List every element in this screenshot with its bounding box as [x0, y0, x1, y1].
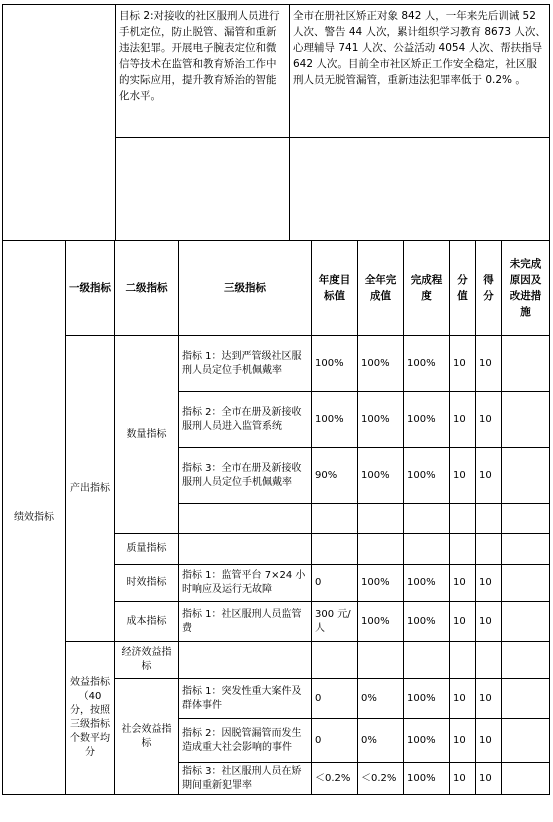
target-value: 100%: [312, 392, 358, 448]
actual-value: 0%: [358, 679, 404, 719]
completion-rate: 100%: [404, 448, 450, 504]
score-value: 10: [450, 602, 476, 642]
score-value: 10: [450, 448, 476, 504]
indicator-name: 指标 2：全市在册及新接收服刑人员进入监管系统: [179, 392, 312, 448]
header-row: [3, 241, 550, 336]
actual-value: 100%: [358, 602, 404, 642]
goal-empty-cell: [116, 138, 290, 241]
header-score-value: 分值: [450, 241, 476, 336]
score: 10: [476, 679, 502, 719]
indicator-name: 指标 3：全市在册及新接收服刑人员定位手机佩戴率: [179, 448, 312, 504]
result-text: 全市在册社区矫正对象 842 人，一年来先后训诫 52 人次、警告 44 人次，累计组织学习教育 8673 人次、心理辅导 741 人次、公益活动 4054 人次、帮扶指导 642 人次。目前全市社区矫正工作安全稳定，社区服刑人员无脱管漏管，重新违法犯罪率低于 0.2% 。: [290, 5, 550, 138]
benefit-indicator-label: 效益指标（40分，按照三级指标个数平均分: [66, 642, 115, 795]
completion-rate: 100%: [404, 392, 450, 448]
actual-value: 100%: [358, 565, 404, 602]
table-row: [3, 642, 550, 679]
completion-rate: 100%: [404, 602, 450, 642]
score-value: 10: [450, 719, 476, 763]
score: 10: [476, 448, 502, 504]
header-level2: 二级指标: [115, 241, 179, 336]
indicator-name: 指标 1：达到严管级社区服刑人员定位手机佩戴率: [179, 336, 312, 392]
target-value: ＜0.2%: [312, 763, 358, 795]
header-reason: 未完成原因及改进措施: [502, 241, 550, 336]
social-indicator-label: 社会效益指标: [115, 679, 179, 795]
score: 10: [476, 719, 502, 763]
goals-table: [2, 4, 550, 241]
goals-blank-cell: [3, 5, 116, 241]
score-value: 10: [450, 336, 476, 392]
table-row: [3, 336, 550, 392]
completion-rate: 100%: [404, 336, 450, 392]
header-actual: 全年完成值: [358, 241, 404, 336]
completion-rate: 100%: [404, 719, 450, 763]
actual-value: 100%: [358, 336, 404, 392]
cost-indicator-label: 成本指标: [115, 602, 179, 642]
score: 10: [476, 602, 502, 642]
result-empty-cell: [290, 138, 550, 241]
score: 10: [476, 336, 502, 392]
reason-cell: [502, 565, 550, 602]
actual-value: 0%: [358, 719, 404, 763]
indicator-name: 指标 1：监管平台 7×24 小时响应及运行无故障: [179, 565, 312, 602]
reason-cell: [502, 719, 550, 763]
reason-cell: [502, 336, 550, 392]
indicator-name: 指标 3：社区服刑人员在矫期间重新犯罪率: [179, 763, 312, 795]
quantity-indicator-label: 数量指标: [115, 336, 179, 534]
target-value: 0: [312, 679, 358, 719]
indicator-name: 指标 2：因脱管漏管而发生造成重大社会影响的事件: [179, 719, 312, 763]
goal-text: 目标 2:对接收的社区服刑人员进行手机定位，防止脱管、漏管和重新违法犯罪。开展电子腕表定位和微信等技术在监管和教育矫治工作中的实际应用，提升教育矫治的智能化水平。: [116, 5, 290, 138]
reason-cell: [502, 602, 550, 642]
header-rate: 完成程度: [404, 241, 450, 336]
actual-value: ＜0.2%: [358, 763, 404, 795]
reason-cell: [502, 763, 550, 795]
section-label: 绩效指标: [3, 241, 66, 795]
score: 10: [476, 392, 502, 448]
score-value: 10: [450, 392, 476, 448]
actual-value: 100%: [358, 448, 404, 504]
score: 10: [476, 565, 502, 602]
header-level1: 一级指标: [66, 241, 115, 336]
reason-cell: [502, 679, 550, 719]
output-indicator-label: 产出指标: [66, 336, 115, 642]
quality-indicator-label: 质量指标: [115, 534, 179, 565]
target-value: 0: [312, 565, 358, 602]
economic-indicator-label: 经济效益指标: [115, 642, 179, 679]
header-target: 年度目标值: [312, 241, 358, 336]
reason-cell: [502, 392, 550, 448]
header-score: 得分: [476, 241, 502, 336]
score-value: 10: [450, 565, 476, 602]
score-value: 10: [450, 763, 476, 795]
score: 10: [476, 763, 502, 795]
header-level3: 三级指标: [179, 241, 312, 336]
reason-cell: [502, 448, 550, 504]
actual-value: 100%: [358, 392, 404, 448]
completion-rate: 100%: [404, 679, 450, 719]
score-value: 10: [450, 679, 476, 719]
target-value: 0: [312, 719, 358, 763]
indicator-name: 指标 1：突发性重大案件及群体事件: [179, 679, 312, 719]
completion-rate: 100%: [404, 763, 450, 795]
completion-rate: 100%: [404, 565, 450, 602]
indicator-name: 指标 1：社区服刑人员监管费: [179, 602, 312, 642]
target-value: 90%: [312, 448, 358, 504]
target-value: 100%: [312, 336, 358, 392]
target-value: 300 元/人: [312, 602, 358, 642]
timeliness-indicator-label: 时效指标: [115, 565, 179, 602]
performance-table: [2, 240, 550, 795]
